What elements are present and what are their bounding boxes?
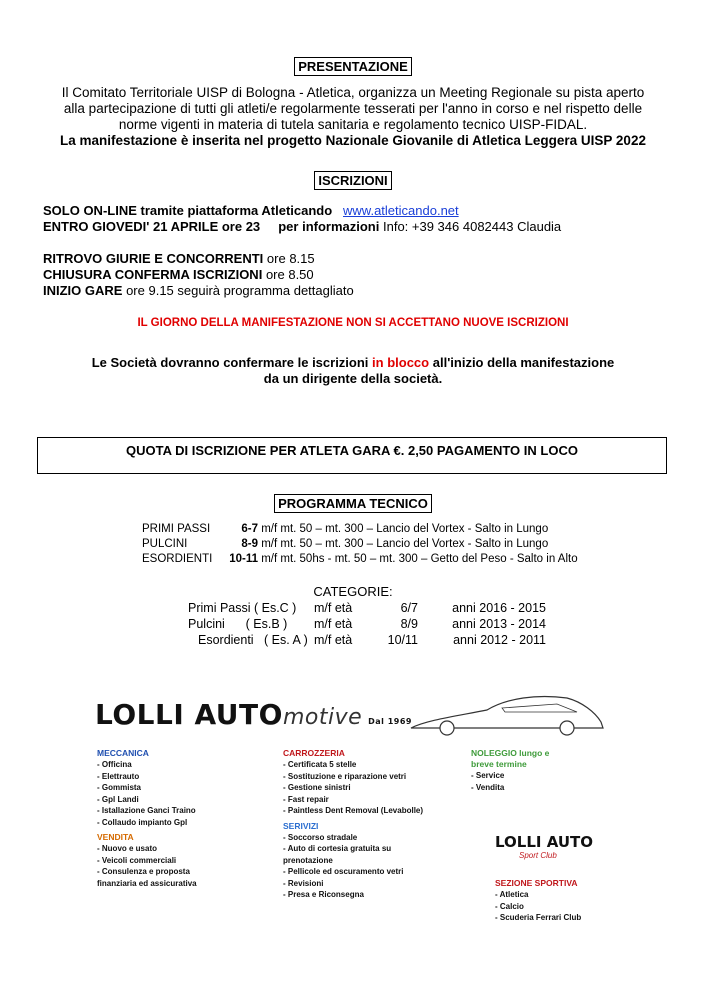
atleticando-link[interactable]: www.atleticando.net (343, 203, 459, 218)
ad-list-item: - Vendita (471, 782, 505, 792)
societa-line2: da un dirigente della società. (263, 371, 443, 386)
societa-notice (0, 355, 706, 387)
programma-cat: ESORDIENTI (142, 553, 213, 565)
programma-events: m/f mt. 50hs - mt. 50 – mt. 300 – Getto del Peso - Salto in Alto (261, 553, 578, 565)
categoria-name: Primi Passi ( Es.C ) (188, 601, 297, 615)
categoria-age: 10/11 (387, 633, 418, 647)
carrozzeria-section (283, 748, 463, 901)
car-silhouette-icon (407, 690, 607, 740)
categoria-years: anni 2013 - 2014 (452, 617, 546, 631)
chiusura-label: CHIUSURA CONFERMA ISCRIZIONI (43, 267, 263, 282)
noleggio-section (471, 748, 611, 793)
programma-age: 10-11 (229, 553, 258, 565)
categoria-age: 8/9 (400, 617, 418, 631)
societa-highlight: in blocco (372, 355, 430, 370)
presentazione-text (0, 85, 706, 149)
programma-heading (0, 494, 706, 513)
presentazione-line4: La manifestazione è inserita nel progetto Nazionale Giovanile di Atletica Leggera UISP 2022 (60, 133, 646, 148)
inizio-label: INIZIO GARE (43, 283, 123, 298)
quota-box (37, 437, 667, 474)
ad-list-item: - Collaudo impianto Gpl (97, 817, 188, 827)
ad-list-item: finanziaria ed assicurativa (97, 878, 197, 888)
programma-age: 6-7 (241, 523, 258, 535)
no-new-entries-notice: IL GIORNO DELLA MANIFESTAZIONE NON SI ACCETTANO NUOVE ISCRIZIONI (137, 317, 569, 329)
ad-list-item: - Sostituzione e riparazione vetri (283, 771, 407, 781)
ad-list-item: - Scuderia Ferrari Club (495, 913, 582, 922)
ad-list-item: - Atletica (495, 890, 529, 899)
ad-list-item: - Calcio (495, 901, 524, 911)
ad-list-item: - Elettrauto (97, 771, 140, 781)
presentazione-line3: norme vigenti in materia di tutela sanitaria e regolamento tecnico UISP-FIDAL. (118, 117, 588, 132)
categorie-title: CATEGORIE: (313, 584, 393, 599)
presentazione-line2: alla partecipazione di tutti gli atleti/e regolarmente tesserati per l'anno in corso e nel rispetto delle (63, 101, 643, 116)
categoria-sex: m/f età (314, 633, 353, 647)
ritrovo-time: ore 8.15 (266, 251, 315, 266)
deadline-label: ENTRO GIOVEDI' 21 APRILE ore 23 (43, 219, 261, 234)
societa-part2: all'inizio della manifestazione (432, 355, 615, 370)
ad-list-item: - Gommista (97, 783, 142, 792)
carrozzeria-title: CARROZZERIA (283, 748, 345, 758)
ad-list-item: - Auto di cortesia gratuita su (283, 844, 392, 853)
noleggio-title: NOLEGGIO lungo e (471, 748, 550, 758)
programma-cat: PULCINI (142, 538, 188, 550)
categoria-row (188, 632, 548, 648)
categoria-row (188, 600, 548, 616)
categorie-table (188, 600, 548, 648)
programma-cat: PRIMI PASSI (142, 523, 211, 535)
noleggio-title-2: breve termine (471, 759, 527, 769)
presentazione-title: PRESENTAZIONE (294, 57, 412, 76)
iscrizioni-block (43, 203, 683, 235)
sponsor-ad (95, 690, 615, 930)
solo-online-label: SOLO ON-LINE tramite piattaforma Atleticando (43, 203, 333, 218)
ad-list-item: - Veicoli commerciali (97, 855, 177, 865)
inizio-time: ore 9.15 seguirà programma dettagliato (126, 283, 354, 298)
programma-title: PROGRAMMA TECNICO (274, 494, 432, 513)
ad-list-item: - Fast repair (283, 794, 329, 804)
ad-list-item: - Service (471, 771, 505, 780)
ad-list-item: - Presa e Riconsegna (283, 890, 364, 899)
programma-events: m/f mt. 50 – mt. 300 – Lancio del Vortex - Salto in Lungo (261, 523, 549, 535)
logo-suffix: motive (282, 705, 363, 730)
categoria-row (188, 616, 548, 632)
ad-list-item: - Pellicole ed oscuramento vetri (283, 867, 404, 876)
categoria-years: anni 2016 - 2015 (452, 601, 546, 615)
info-label: per informazioni (278, 219, 380, 234)
orari-block (43, 251, 683, 299)
programma-age: 8-9 (241, 538, 258, 550)
lolli-auto-logo (95, 698, 412, 731)
ad-list-item: - Consulenza e proposta (97, 867, 190, 876)
programma-events: m/f mt. 50 – mt. 300 – Lancio del Vortex - Salto in Lungo (261, 538, 549, 550)
societa-part1: Le Società dovranno confermare le iscrizioni (91, 355, 369, 370)
vendita-title: VENDITA (97, 832, 134, 842)
programma-row (142, 552, 662, 567)
presentazione-heading (0, 57, 706, 76)
ad-list-item: - Certificata 5 stelle (283, 760, 357, 769)
iscrizioni-heading (0, 171, 706, 190)
categoria-name: Pulcini ( Es.B ) (188, 617, 288, 631)
sportiva-section (495, 878, 625, 924)
categoria-name: Esordienti ( Es. A ) (198, 633, 308, 647)
chiusura-time: ore 8.50 (265, 267, 314, 282)
info-contact: Info: +39 346 4082443 Claudia (382, 219, 562, 234)
logo-since: Dal 1969 (368, 717, 412, 726)
ad-list-item: prenotazione (283, 855, 333, 865)
ad-list-item: - Revisioni (283, 878, 324, 888)
iscrizioni-title: ISCRIZIONI (314, 171, 391, 190)
sport-club-logo (495, 833, 615, 860)
meccanica-title: MECCANICA (97, 748, 149, 758)
presentazione-line1: Il Comitato Territoriale UISP di Bologna - Atletica, organizza un Meeting Regionale su pista aperto (61, 85, 645, 100)
categoria-sex: m/f età (314, 617, 353, 631)
ad-list-item: - Soccorso stradale (283, 832, 358, 842)
ad-list-item: - Gpl Landi (97, 794, 139, 804)
quota-text: QUOTA DI ISCRIZIONE PER ATLETA GARA €. 2,50 PAGAMENTO IN LOCO (126, 443, 578, 458)
programma-table (142, 522, 662, 567)
programma-row (142, 537, 662, 552)
categoria-sex: m/f età (314, 601, 353, 615)
categoria-years: anni 2012 - 2011 (453, 633, 546, 647)
sportiva-title: SEZIONE SPORTIVA (495, 878, 578, 888)
sport-club-subtitle: Sport Club (519, 851, 557, 860)
ad-list-item: - Gestione sinistri (283, 783, 351, 792)
servizi-title: SERIVIZI (283, 820, 319, 831)
logo-text: LOLLI AUTO (95, 698, 283, 731)
ad-list-item: - Paintless Dent Removal (Levabolle) (283, 806, 424, 815)
meccanica-section (97, 748, 267, 889)
programma-row (142, 522, 662, 537)
ad-list-item: - Istallazione Ganci Traino (97, 806, 196, 815)
categoria-age: 6/7 (400, 601, 418, 615)
ad-list-item: - Officina (97, 760, 132, 769)
ad-list-item: - Nuovo e usato (97, 844, 158, 853)
ritrovo-label: RITROVO GIURIE E CONCORRENTI (43, 251, 264, 266)
sport-club-logo-text: LOLLI AUTO (495, 833, 594, 851)
